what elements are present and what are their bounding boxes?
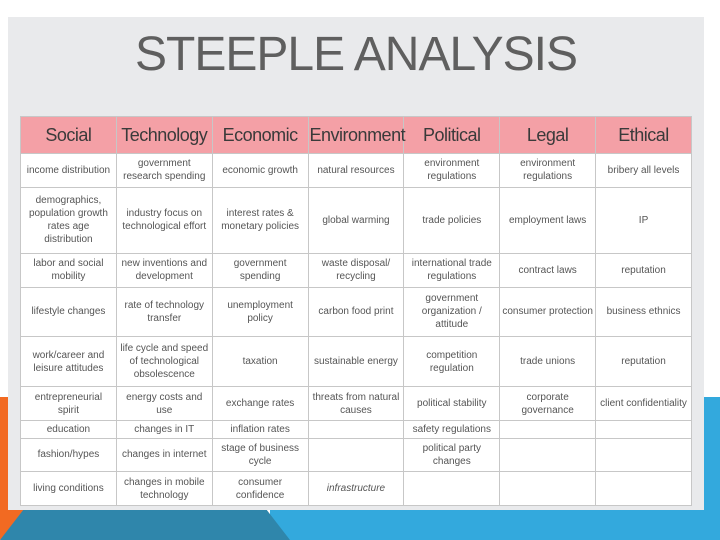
header-ethical: Ethical	[596, 117, 692, 154]
table-row	[21, 438, 692, 472]
table-cell: infrastructure	[308, 472, 404, 506]
table-cell: consumer confidence	[212, 472, 308, 506]
table-cell	[596, 472, 692, 506]
table-cell: life cycle and speed of technological obsolescence	[116, 337, 212, 387]
table-cell: carbon food print	[308, 287, 404, 337]
table-cell: labor and social mobility	[21, 253, 117, 287]
header-environment: Environment	[308, 117, 404, 154]
decor-blue-band-bottom	[270, 510, 720, 540]
table-cell: inflation rates	[212, 421, 308, 438]
header-political: Political	[404, 117, 500, 154]
table-cell: living conditions	[21, 472, 117, 506]
table-cell: global warming	[308, 187, 404, 253]
table-cell: consumer protection	[500, 287, 596, 337]
table-cell: political stability	[404, 387, 500, 421]
table-cell: unemployment policy	[212, 287, 308, 337]
table-cell: rate of technology transfer	[116, 287, 212, 337]
table-cell: bribery all levels	[596, 154, 692, 188]
table-row	[21, 154, 692, 188]
table-cell: natural resources	[308, 154, 404, 188]
table-cell: waste disposal/ recycling	[308, 253, 404, 287]
table-cell: lifestyle changes	[21, 287, 117, 337]
table-cell: reputation	[596, 337, 692, 387]
table-cell: government organization / attitude	[404, 287, 500, 337]
slide	[8, 17, 704, 510]
table-cell: taxation	[212, 337, 308, 387]
table-cell: fashion/hypes	[21, 438, 117, 472]
table-cell	[308, 421, 404, 438]
table-cell: changes in IT	[116, 421, 212, 438]
decor-teal-band-bottom	[0, 510, 290, 540]
table-cell: corporate governance	[500, 387, 596, 421]
table-cell: environment regulations	[404, 154, 500, 188]
table-cell: new inventions and development	[116, 253, 212, 287]
table-header-row	[21, 117, 692, 154]
table-cell: sustainable energy	[308, 337, 404, 387]
table-cell: contract laws	[500, 253, 596, 287]
table-cell: changes in mobile technology	[116, 472, 212, 506]
table-cell	[500, 421, 596, 438]
table-cell: changes in internet	[116, 438, 212, 472]
slide-title: STEEPLE ANALYSIS	[135, 28, 577, 81]
header-legal: Legal	[500, 117, 596, 154]
header-social: Social	[21, 117, 117, 154]
table-cell: government spending	[212, 253, 308, 287]
table-cell: energy costs and use	[116, 387, 212, 421]
table-cell: international trade regulations	[404, 253, 500, 287]
table-cell: reputation	[596, 253, 692, 287]
table-cell	[500, 472, 596, 506]
table-cell: environment regulations	[500, 154, 596, 188]
table-cell: political party changes	[404, 438, 500, 472]
table-cell: trade unions	[500, 337, 596, 387]
table-cell: IP	[596, 187, 692, 253]
table-cell	[596, 421, 692, 438]
table-cell: exchange rates	[212, 387, 308, 421]
table-cell: income distribution	[21, 154, 117, 188]
table-cell: entrepreneurial spirit	[21, 387, 117, 421]
table-cell: competition regulation	[404, 337, 500, 387]
header-economic: Economic	[212, 117, 308, 154]
table-cell: government research spending	[116, 154, 212, 188]
table-cell	[308, 438, 404, 472]
table-row	[21, 287, 692, 337]
table-cell: client confidentiality	[596, 387, 692, 421]
table-cell: work/career and leisure attitudes	[21, 337, 117, 387]
header-technology: Technology	[116, 117, 212, 154]
table-cell: stage of business cycle	[212, 438, 308, 472]
table-cell: safety regulations	[404, 421, 500, 438]
table-cell: threats from natural causes	[308, 387, 404, 421]
table-cell: trade policies	[404, 187, 500, 253]
table-row	[21, 187, 692, 253]
table-cell	[500, 438, 596, 472]
table-row	[21, 472, 692, 506]
table-cell: economic growth	[212, 154, 308, 188]
table-row	[21, 421, 692, 438]
table-cell: industry focus on technological effort	[116, 187, 212, 253]
steeple-table	[20, 116, 692, 506]
table-cell: business ethnics	[596, 287, 692, 337]
table-cell	[596, 438, 692, 472]
table-row	[21, 253, 692, 287]
table-cell	[404, 472, 500, 506]
table-cell: interest rates & monetary policies	[212, 187, 308, 253]
table-row	[21, 387, 692, 421]
table-cell: education	[21, 421, 117, 438]
table-cell: employment laws	[500, 187, 596, 253]
table-cell: demographics, population growth rates age distribution	[21, 187, 117, 253]
table-row	[21, 337, 692, 387]
